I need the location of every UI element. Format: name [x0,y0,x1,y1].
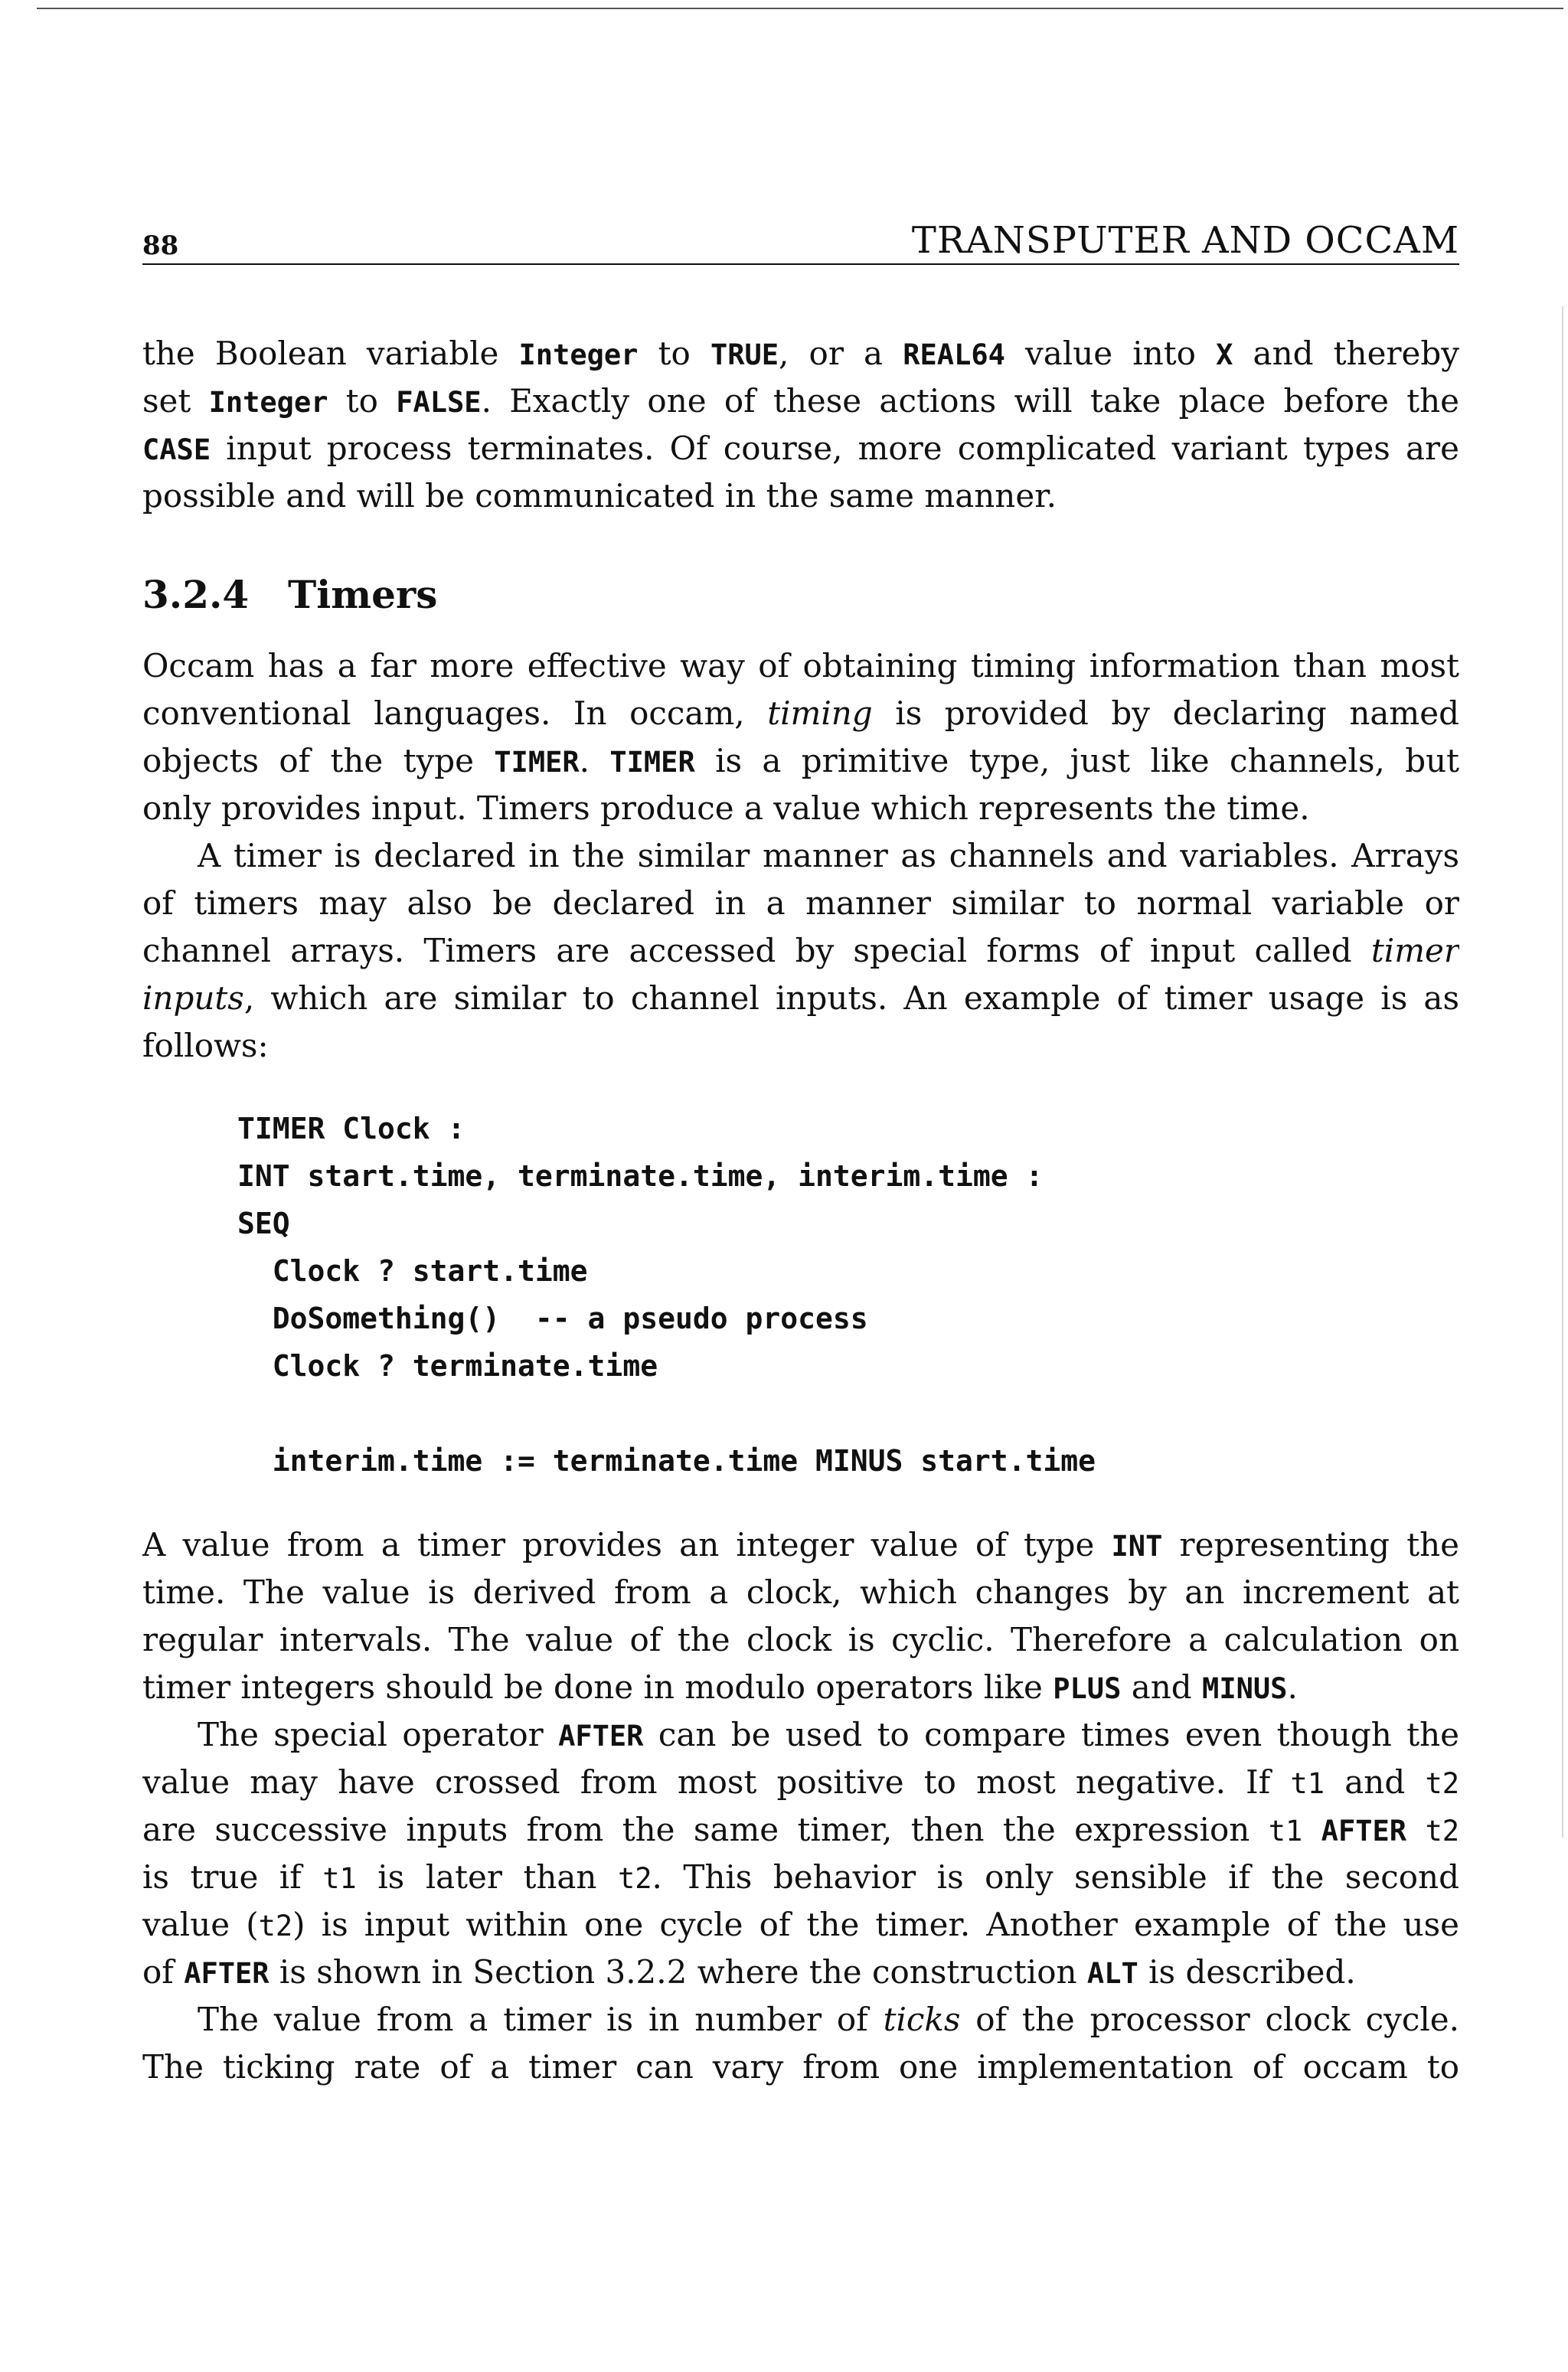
code-line: Clock ? start.time [237,1254,588,1288]
paragraph-line: A value from a timer provides an integer value of type INT representing the [142,1526,1459,1563]
code-line: TIMER Clock : [237,1112,466,1145]
paragraph-line: timer integers should be done in modulo operators like PLUS and MINUS. [142,1668,1298,1706]
paragraph-line: objects of the type TIMER. TIMER is a primitive type, just like channels, but [142,742,1459,779]
code-line: INT start.time, terminate.time, interim.time : [237,1159,1044,1193]
paragraph-line: of AFTER is shown in Section 3.2.2 where the construction ALT is described. [142,1953,1356,1991]
paragraph-line: of timers may also be declared in a manner similar to normal variable or [142,884,1459,922]
paragraph-line: value may have crossed from most positive to most negative. If t1 and t2 [142,1763,1459,1801]
paragraph-line: value (t2) is input within one cycle of the timer. Another example of the use [142,1906,1459,1943]
paragraph-line: regular intervals. The value of the clock is cyclic. Therefore a calculation on [142,1621,1459,1658]
page-number: 88 [142,230,179,261]
paragraph-line: the Boolean variable Integer to TRUE, or a REAL64 value into X and thereby [142,335,1459,372]
paragraph-line: is true if t1 is later than t2. This behavior is only sensible if the second [142,1858,1459,1896]
paragraph-line: The value from a timer is in number of ticks of the processor clock cycle. [198,2001,1459,2038]
paragraph-line: set Integer to FALSE. Exactly one of these actions will take place before the [142,382,1459,420]
code-line: Clock ? terminate.time [237,1349,658,1383]
section-heading [142,570,437,620]
paragraph-line: channel arrays. Timers are accessed by special forms of input called timer [142,932,1459,969]
running-header [142,216,1459,265]
paragraph-line: conventional languages. In occam, timing is provided by declaring named [142,694,1459,732]
paragraph-line: possible and will be communicated in the same manner. [142,477,1057,515]
paragraph-line: are successive inputs from the same timer, then the expression t1 AFTER t2 [142,1811,1459,1848]
paragraph-line: follows: [142,1027,269,1064]
running-title: TRANSPUTER AND OCCAM [911,219,1459,262]
paragraph-line: Occam has a far more effective way of obtaining timing information than most [142,647,1459,684]
section-title: Timers [288,572,438,617]
paragraph-line: The ticking rate of a timer can vary from one implementation of occam to [142,2048,1459,2086]
paragraph-line: The special operator AFTER can be used to compare times even though the [198,1716,1459,1753]
code-line: SEQ [237,1207,290,1240]
scan-border-right [1562,306,1563,1838]
paragraph-line: inputs, which are similar to channel inputs. An example of timer usage is as [142,979,1459,1017]
section-number: 3.2.4 [142,572,250,617]
paragraph-line: only provides input. Timers produce a value which represents the time. [142,789,1310,827]
code-line: DoSomething() -- a pseudo process [237,1302,868,1335]
paragraph-line: time. The value is derived from a clock, which changes by an increment at [142,1573,1459,1611]
paragraph-line: A timer is declared in the similar manner as channels and variables. Arrays [198,837,1459,874]
scan-border-top [37,8,1563,9]
code-line: interim.time := terminate.time MINUS start.time [237,1444,1096,1478]
paragraph-line: CASE input process terminates. Of course, more complicated variant types are [142,430,1459,467]
